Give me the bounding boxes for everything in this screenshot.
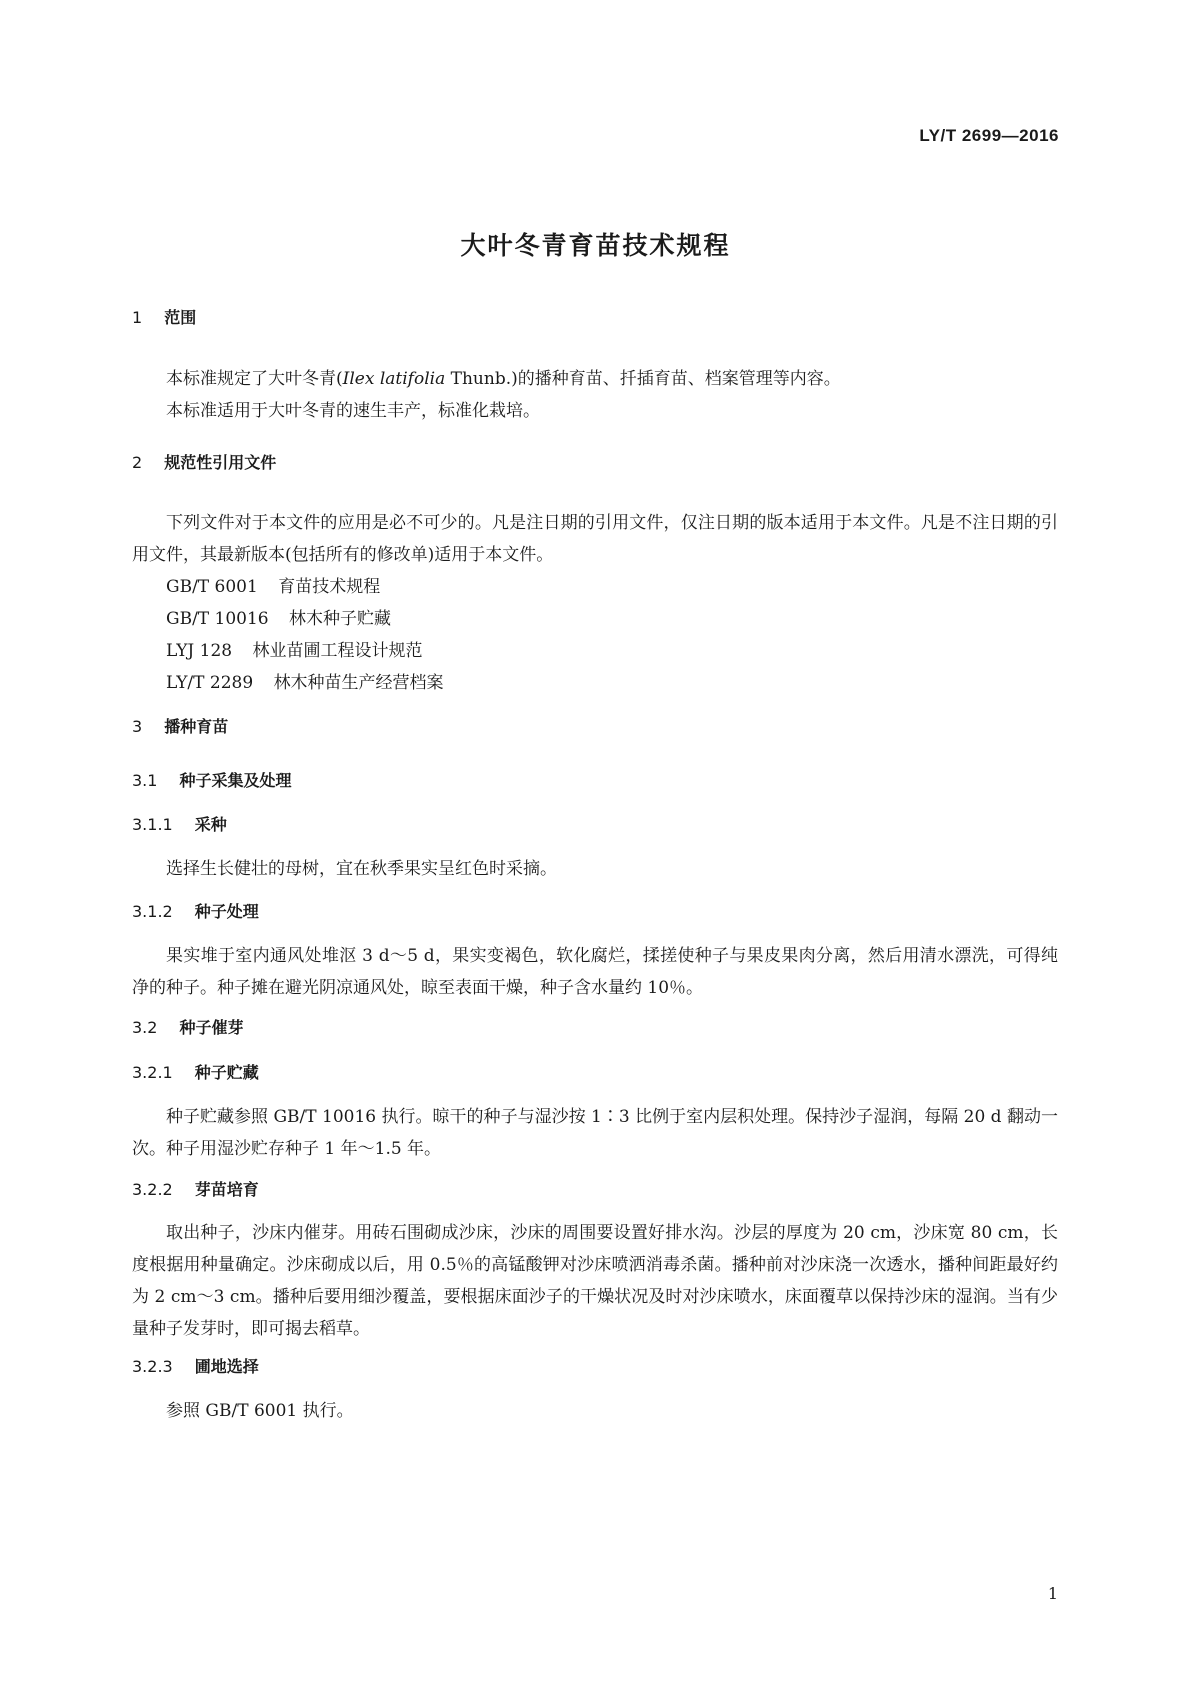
section-3-1-2-heading xyxy=(132,901,1058,923)
latin-species-name: Ilex latifolia xyxy=(342,369,446,389)
scope-text-part: 本标准规定了大叶冬青( xyxy=(166,369,343,389)
reference-code: LYJ 128 xyxy=(166,641,233,661)
section-3-2-3-body xyxy=(132,1395,1058,1427)
section-title: 规范性引用文件 xyxy=(164,453,277,472)
section-3-1-2-body xyxy=(132,940,1058,1004)
section-3-1-1-body xyxy=(132,853,1058,885)
section-3-2-2-heading xyxy=(132,1179,1058,1201)
scope-paragraph-2: 本标准适用于大叶冬青的速生丰产，标准化栽培。 xyxy=(166,401,540,421)
reference-code: GB/T 6001 xyxy=(166,577,258,597)
section-number: 3.2 xyxy=(132,1018,158,1037)
seed-storage-paragraph: 种子贮藏参照 GB/T 10016 执行。晾干的种子与湿沙按 1∶3 比例于室内层积处理。保持沙子湿润，每隔 20 d 翻动一次。种子用湿沙贮存种子 1 年～1.5 年。 xyxy=(132,1107,1058,1159)
section-2-body xyxy=(132,507,1058,699)
section-title: 采种 xyxy=(194,815,227,834)
section-number: 3.2.1 xyxy=(132,1063,173,1082)
reference-item xyxy=(132,603,1058,635)
section-3-2-1-heading xyxy=(132,1062,1058,1084)
section-title: 种子催芽 xyxy=(179,1018,244,1037)
section-number: 3 xyxy=(132,717,143,736)
scope-paragraph-1 xyxy=(132,363,1058,395)
reference-item xyxy=(132,571,1058,603)
section-title: 种子处理 xyxy=(194,902,259,921)
reference-name: 林业苗圃工程设计规范 xyxy=(252,641,423,661)
reference-name: 林木种子贮藏 xyxy=(289,609,392,629)
reference-code: GB/T 10016 xyxy=(166,609,269,629)
section-number: 3.1.1 xyxy=(132,815,173,834)
page-number: 1 xyxy=(1047,1584,1058,1603)
section-title: 种子采集及处理 xyxy=(179,771,292,790)
section-3-2-heading xyxy=(132,1017,1058,1039)
section-3-2-2-body xyxy=(132,1217,1058,1345)
standard-code: LY/T 2699—2016 xyxy=(919,126,1059,145)
section-number: 3.2.2 xyxy=(132,1180,173,1199)
section-title: 圃地选择 xyxy=(194,1357,259,1376)
section-title: 种子贮藏 xyxy=(194,1063,259,1082)
nursery-selection-paragraph: 参照 GB/T 6001 执行。 xyxy=(166,1401,354,1421)
reference-name: 林木种苗生产经营档案 xyxy=(273,673,444,693)
section-1-heading xyxy=(132,307,1058,329)
section-title: 芽苗培育 xyxy=(194,1180,259,1199)
section-number: 2 xyxy=(132,453,143,472)
scope-text-part: Thunb.)的播种育苗、扦插育苗、档案管理等内容。 xyxy=(445,369,841,389)
reference-name: 育苗技术规程 xyxy=(278,577,381,597)
section-3-2-3-heading xyxy=(132,1356,1058,1378)
reference-code: LY/T 2289 xyxy=(166,673,254,693)
section-3-heading xyxy=(132,716,1058,738)
section-title: 范围 xyxy=(164,308,197,327)
reference-item xyxy=(132,667,1058,699)
section-3-2-1-body xyxy=(132,1101,1058,1165)
section-number: 1 xyxy=(132,308,143,327)
seed-collection-paragraph: 选择生长健壮的母树，宜在秋季果实呈红色时采摘。 xyxy=(166,859,557,879)
section-number: 3.2.3 xyxy=(132,1357,173,1376)
document-title: 大叶冬青育苗技术规程 xyxy=(460,231,731,260)
seed-treatment-paragraph: 果实堆于室内通风处堆沤 3 d～5 d，果实变褐色，软化腐烂，揉搓使种子与果皮果肉分离，然后用清水漂洗，可得纯净的种子。种子摊在避光阴凉通风处，晾至表面干燥，种子含水量约 10％。 xyxy=(132,946,1058,998)
section-3-1-1-heading xyxy=(132,814,1058,836)
normative-references-intro: 下列文件对于本文件的应用是必不可少的。凡是注日期的引用文件，仅注日期的版本适用于本文件。凡是不注日期的引用文件，其最新版本(包括所有的修改单)适用于本文件。 xyxy=(132,513,1058,565)
section-2-heading xyxy=(132,452,1058,474)
seedling-cultivation-paragraph: 取出种子，沙床内催芽。用砖石围砌成沙床，沙床的周围要设置好排水沟。沙层的厚度为 20 cm，沙床宽 80 cm，长度根据用种量确定。沙床砌成以后，用 0.5％的高锰酸钾对沙床喷洒消毒杀菌。播种前对沙床浇一次透水，播种间距最好约为 2 cm～3 cm。播种后要用细沙覆盖，要根据床面沙子的干燥状况及时对沙床喷水，床面覆草以保持沙床的湿润。当有少量种子发芽时，即可揭去稻草。 xyxy=(132,1223,1058,1339)
section-number: 3.1 xyxy=(132,771,158,790)
section-3-1-heading xyxy=(132,770,1058,792)
section-title: 播种育苗 xyxy=(164,717,229,736)
section-1-body xyxy=(132,363,1058,427)
section-number: 3.1.2 xyxy=(132,902,173,921)
reference-item xyxy=(132,635,1058,667)
